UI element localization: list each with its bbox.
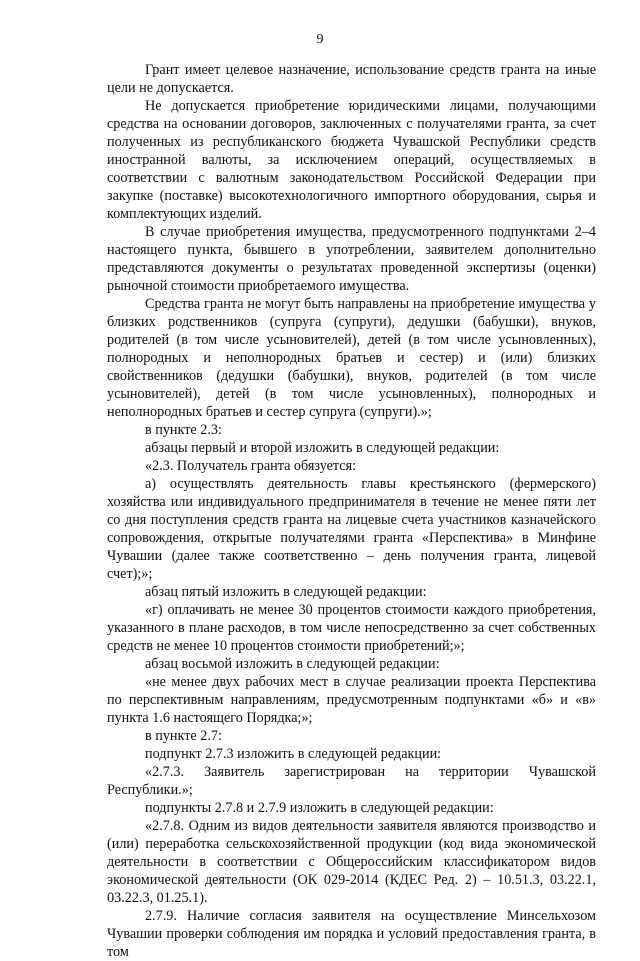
- paragraph: В случае приобретения имущества, предусмотренного подпунктами 2–4 настоящего пункта, бывшего в употреблении, заявителем дополнительно представляются документы о результатах проведенной экспертизы (оценки) рыночной стоимости приобретаемого имущества.: [107, 224, 596, 294]
- paragraph: Не допускается приобретение юридическими лицами, получающими средства на основании договоров, заключенных с получателями гранта, за счет полученных из республиканского бюджета Чувашской Республики средств иностранной валюты, за исключением операций, осуществляемых в соответствии с валютным законодательством Российской Федерации при закупке (поставке) высокотехнологичного импортного оборудования, сырья и комплектующих изделий.: [107, 98, 596, 222]
- paragraph: «не менее двух рабочих мест в случае реализации проекта Перспектива по перспективным направлениям, предусмотренным подпунктами «б» и «в» пункта 1.6 настоящего Порядка;»;: [107, 674, 596, 726]
- paragraph: 2.7.9. Наличие согласия заявителя на осуществление Минсельхозом Чувашии проверки соблюдения им порядка и условий предоставления гранта, в том: [107, 908, 596, 960]
- paragraph: в пункте 2.3:: [145, 422, 222, 438]
- paragraph: подпункты 2.7.8 и 2.7.9 изложить в следующей редакции:: [145, 800, 494, 816]
- paragraph: Грант имеет целевое назначение, использование средств гранта на иные цели не допускается.: [107, 62, 596, 96]
- paragraph: а) осуществлять деятельность главы крестьянского (фермерского) хозяйства или индивидуального предпринимателя в течение не менее пяти лет со дня поступления средств гранта на лицевые счета участников казначейского сопровождения, открытые получателями гранта «Перспектива» в Минфине Чувашии (далее также соответственно – день получения гранта, лицевой счет);»;: [107, 476, 596, 582]
- paragraph: «2.7.3. Заявитель зарегистрирован на территории Чувашской Республики.»;: [107, 764, 596, 798]
- paragraph: абзац восьмой изложить в следующей редакции:: [145, 656, 440, 672]
- paragraph: «2.3. Получатель гранта обязуется:: [145, 458, 357, 474]
- page-number: 9: [316, 32, 324, 47]
- paragraph: абзацы первый и второй изложить в следующей редакции:: [145, 440, 500, 456]
- paragraph: абзац пятый изложить в следующей редакции:: [145, 584, 427, 600]
- paragraph: Средства гранта не могут быть направлены на приобретение имущества у близких родственников (супруга (супруги), дедушки (бабушки), внуков, родителей (в том числе усыновителей), детей (в том числе усыновленных), полнородных и неполнородных братьев и сестер) и (или) близких свойственников (дедушки (бабушки), внуков, родителей (в том числе усыновителей), детей (в том числе усыновленных), полнородных и неполнородных братьев и сестер супруга (супруги).»;: [107, 296, 596, 420]
- document-body: [107, 61, 596, 961]
- paragraph: подпункт 2.7.3 изложить в следующей редакции:: [145, 746, 442, 762]
- paragraph: «г) оплачивать не менее 30 процентов стоимости каждого приобретения, указанного в плане расходов, в том числе непосредственно за счет собственных средств не менее 10 процентов стоимости приобретений;»;: [107, 602, 596, 654]
- paragraph: «2.7.8. Одним из видов деятельности заявителя являются производство и (или) переработка сельскохозяйственной продукции (код вида экономической деятельности в соответствии с Общероссийским классификатором видов экономической деятельности (ОК 029-2014 (КДЕС Ред. 2) – 10.51.3, 03.22.1, 03.22.3, 01.25.1).: [107, 818, 596, 906]
- paragraph: в пункте 2.7:: [145, 728, 222, 744]
